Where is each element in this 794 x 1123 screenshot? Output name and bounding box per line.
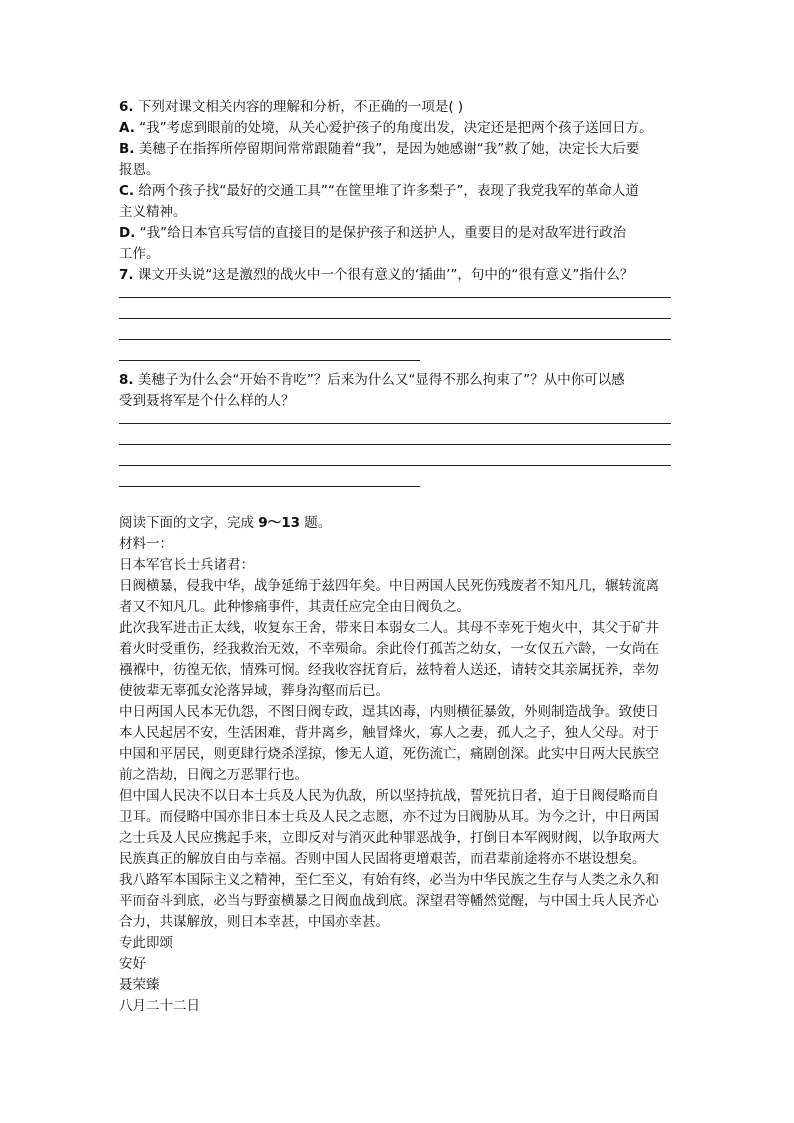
option-c-continued: 主义精神。 [119, 204, 187, 220]
question-6 [119, 97, 679, 265]
option-b-text: 美穗子在指挥所停留期间常常跟随着“我”，是因为她感谢“我”救了她，决定长大后要 [138, 141, 640, 157]
letter-line: 我八路军本国际主义之精神，至仁至义，有始有终，必当为中华民族之生存与人类之永久和 [119, 872, 659, 888]
letter-line: 襁褓中，彷徨无依，情殊可悯。经我收容抚育后，兹特着人送还，请转交其亲属抚养，幸勿 [119, 662, 659, 678]
answer-line[interactable] [119, 444, 671, 445]
letter-line: 日阀横暴，侵我中华，战争延绵于兹四年矣。中日两国人民死伤残废者不知凡几，辗转流离 [119, 578, 659, 594]
question-6-stem [119, 97, 679, 118]
option-d-label: D. [119, 225, 136, 241]
option-d-continued: 工作。 [119, 246, 160, 262]
question-range: 9～13 [258, 515, 300, 531]
letter-line: 中日两国人民本无仇怨，不图日阀专政，逞其凶毒，内则横征暴敛，外则制造战争。致使日 [119, 704, 659, 720]
question-7 [119, 265, 679, 361]
letter-line: 平而奋斗到底，必当与野蛮横暴之日阀血战到底。深望君等幡然觉醒，与中国士兵人民齐心 [119, 893, 659, 909]
answer-line[interactable] [119, 339, 671, 340]
answer-line[interactable] [119, 465, 671, 466]
letter-line: 此次我军进击正太线，收复东王舍，带来日本弱女二人。其母不幸死于炮火中，其父于矿井 [119, 620, 659, 636]
letter-line: 前之浩劫，日阀之万恶罪行也。 [119, 767, 308, 783]
reading-passage [119, 513, 679, 1017]
question-8 [119, 370, 679, 487]
letter-salutation: 日本军官长士兵诸君： [119, 557, 254, 573]
question-6-stem-text: 下列对课文相关内容的理解和分析，不正确的一项是( ) [137, 99, 464, 115]
answer-line[interactable] [119, 318, 671, 319]
letter-line: 着火时受重伤，经我救治无效，不幸殒命。余此伶仃孤苦之幼女，一女仅五六龄，一女尚在 [119, 641, 659, 657]
answer-line[interactable] [119, 486, 420, 487]
letter-closing-regards: 安好 [119, 956, 146, 972]
option-c [119, 181, 679, 202]
option-b-label: B. [119, 141, 135, 157]
option-d-text: “我”给日本官兵写信的直接目的是保护孩子和送护人，重要目的是对敌军进行政治 [139, 225, 627, 241]
letter-line: 中国和平居民，则更肆行烧杀淫掠，惨无人道，死伤流亡，痛剧创深。此实中日两大民族空 [119, 746, 659, 762]
letter-line: 使彼辈无辜孤女沦落异域，葬身沟壑而后已。 [119, 683, 389, 699]
option-c-label: C. [119, 183, 135, 199]
letter-date: 八月二十二日 [119, 998, 200, 1014]
question-7-number: 7. [119, 267, 134, 283]
question-8-stem-text: 美穗子为什么会“开始不肯吃”？后来为什么又“显得不那么拘束了”？从中你可以感 [137, 372, 625, 388]
letter-line: 之士兵及人民应携起手来，立即反对与消灭此种罪恶战争，打倒日本军阀财阀，以争取两大 [119, 830, 659, 846]
question-8-number: 8. [119, 372, 134, 388]
reading-instruction-text: 阅读下面的文字，完成 [119, 515, 259, 531]
option-d [119, 223, 679, 244]
letter-closing: 专此即颂 [119, 935, 173, 951]
letter-signature: 聂荣臻 [119, 977, 160, 993]
option-a-label: A. [119, 120, 135, 136]
question-6-number: 6. [119, 99, 134, 115]
letter-line: 本人民起居不安，生活困难，背井离乡，触冒烽火，寡人之妻，孤人之子，独人父母。对于 [119, 725, 659, 741]
question-7-stem-text: 课文开头说“这是激烈的战火中一个很有意义的‘插曲’”，句中的“很有意义”指什么？ [137, 267, 634, 283]
letter-line: 卫耳。而侵略中国亦非日本士兵及人民之志愿，亦不过为日阀胁从耳。为今之计，中日两国 [119, 809, 659, 825]
question-7-stem [119, 265, 679, 286]
option-a [119, 118, 679, 139]
answer-line[interactable] [119, 423, 671, 424]
answer-line[interactable] [119, 297, 671, 298]
option-a-text: “我”考虑到眼前的处境，从关心爱护孩子的角度出发，决定还是把两个孩子送回日方。 [139, 120, 653, 136]
letter-line: 者又不知凡几。此种惨痛事件，其责任应完全由日阀负之。 [119, 599, 470, 615]
option-c-text: 给两个孩子找“最好的交通工具”“在筐里堆了许多梨子”，表现了我党我军的革命人道 [138, 183, 639, 199]
question-8-stem [119, 370, 679, 391]
letter-line: 但中国人民决不以日本士兵及人民为仇敌，所以坚持抗战，誓死抗日者，迫于日阀侵略而自 [119, 788, 659, 804]
option-b [119, 139, 679, 160]
reading-instruction [119, 513, 679, 534]
letter-line: 合力，共谋解放，则日本幸甚，中国亦幸甚。 [119, 914, 389, 930]
question-8-stem-continued: 受到聂将军是个什么样的人？ [119, 393, 295, 409]
letter-line: 民族真正的解放自由与幸福。否则中国人民固将更增艰苦，而君辈前途将亦不堪设想矣。 [119, 851, 646, 867]
option-b-continued: 报恩。 [119, 162, 160, 178]
reading-instruction-suffix: 题。 [299, 515, 332, 531]
answer-line[interactable] [119, 360, 420, 361]
material-heading: 材料一： [119, 536, 173, 552]
